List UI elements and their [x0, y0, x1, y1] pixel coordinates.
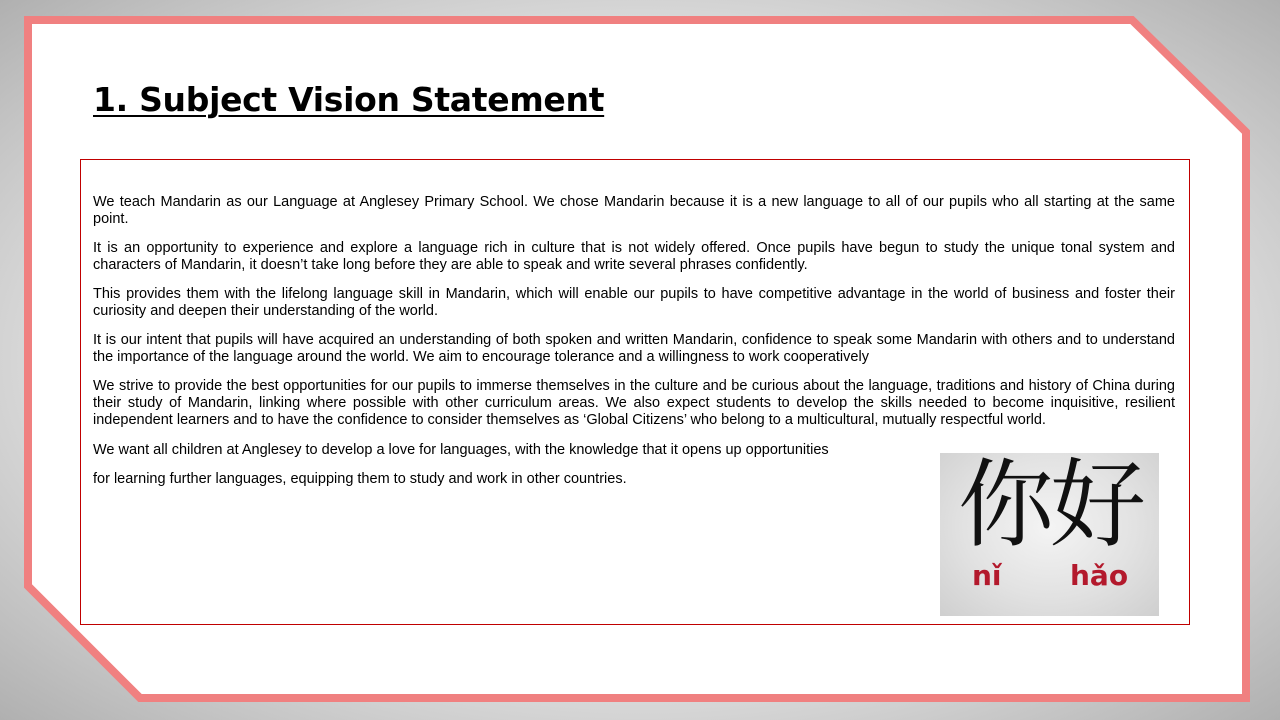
pinyin-ni: nǐ	[972, 559, 1002, 592]
paragraph-7: for learning further languages, equipping them to study and work in other countries.	[93, 471, 627, 487]
nihao-image	[940, 453, 1159, 616]
paragraph-4: It is our intent that pupils will have acquired an understanding of both spoken and written Mandarin, confidence to speak some Mandarin with others and to understand the importance of the language around the world. We aim to encourage tolerance and a willingness to work cooperatively	[93, 332, 1175, 365]
vision-statement-box	[80, 159, 1190, 625]
paragraph-5: We strive to provide the best opportunities for our pupils to immerse themselves in the culture and be curious about the language, traditions and history of China during their study of Mandarin, linking where possible with other curriculum areas. We also expect students to develop the skills needed to become inquisitive, resilient independent learners and to have the confidence to consider themselves as ‘Global Citizens’ who belong to a multicultural, mutually respectful world.	[93, 378, 1175, 428]
pinyin-hao: hǎo	[1070, 559, 1129, 592]
paragraph-2: It is an opportunity to experience and explore a language rich in culture that is not widely offered. Once pupils have begun to study the unique tonal system and characters of Mandarin, it doesn’t take long before they are able to speak and write several phrases confidently.	[93, 240, 1175, 273]
paragraph-1: We teach Mandarin as our Language at Anglesey Primary School. We chose Mandarin because it is a new language to all of our pupils who all starting at the same point.	[93, 194, 1175, 227]
paragraph-6: We want all children at Anglesey to develop a love for languages, with the knowledge that it opens up opportunities	[93, 442, 829, 458]
slide-title: 1. Subject Vision Statement	[93, 80, 605, 119]
paragraph-3: This provides them with the lifelong language skill in Mandarin, which will enable our pupils to have competitive advantage in the world of business and foster their curiosity and deepen their understanding of the world.	[93, 286, 1175, 319]
nihao-characters: 你好	[958, 453, 1142, 561]
